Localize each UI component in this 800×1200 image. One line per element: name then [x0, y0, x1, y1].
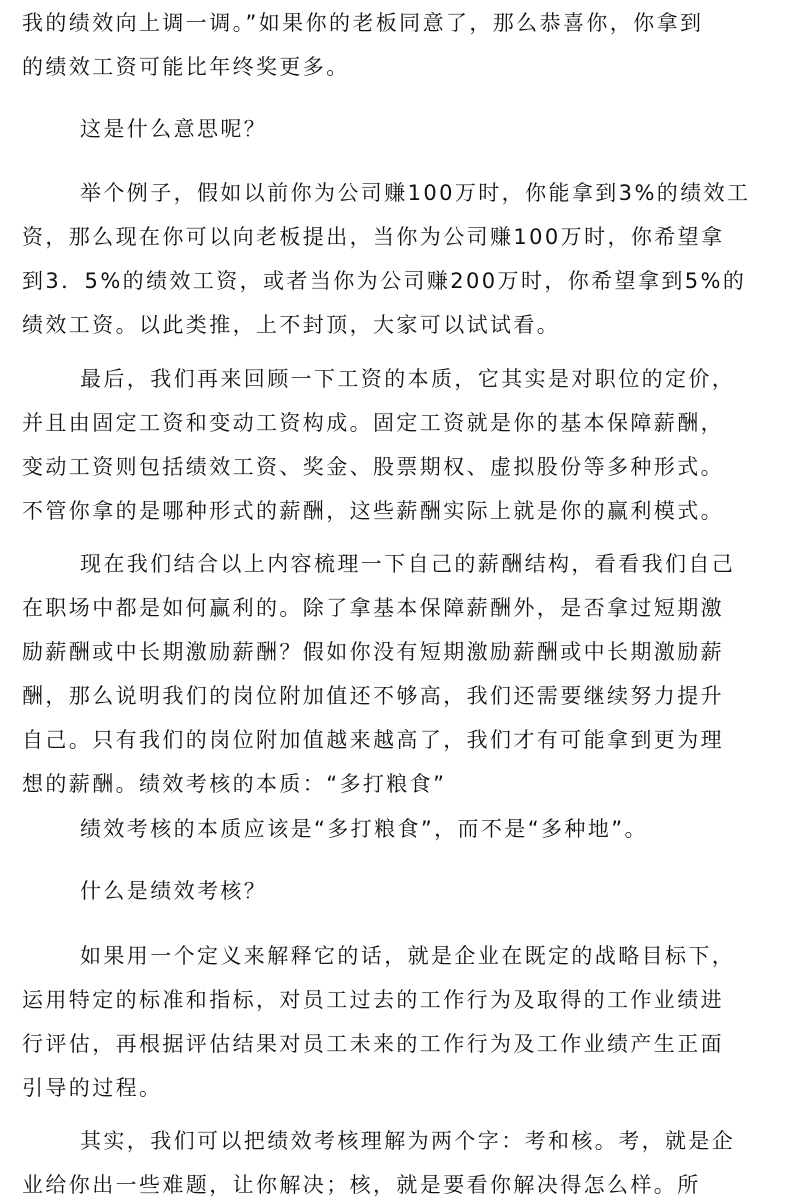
- text-line: 现在我们结合以上内容梳理一下自己的薪酬结构，看看我们自己: [80, 552, 736, 576]
- text-line: 引导的过程。: [22, 1076, 163, 1100]
- text-line: 绩效考核的本质应该是“多打粮食”，而不是“多种地”。: [80, 817, 648, 841]
- text-line: 其实，我们可以把绩效考核理解为两个字：考和核。考，就是企: [80, 1129, 736, 1153]
- text-line: 励薪酬或中长期激励薪酬？假如你没有短期激励薪酬或中长期激励薪: [22, 640, 724, 664]
- text-line: 酬，那么说明我们的岗位附加值还不够高，我们还需要继续努力提升: [22, 684, 724, 708]
- text-line: 业给你出一些难题，让你解决；核，就是要看你解决得怎么样。所: [22, 1173, 701, 1197]
- text-line: 的绩效工资可能比年终奖更多。: [22, 55, 350, 79]
- text-line: 什么是绩效考核？: [80, 879, 268, 903]
- text-line: 并且由固定工资和变动工资构成。固定工资就是你的基本保障薪酬，: [22, 411, 724, 435]
- text-line: 不管你拿的是哪种形式的薪酬，这些薪酬实际上就是你的赢利模式。: [22, 499, 724, 523]
- text-line: 绩效工资。以此类推，上不封顶，大家可以试试看。: [22, 313, 561, 337]
- text-line: 行评估，再根据评估结果对员工未来的工作行为及工作业绩产生正面: [22, 1032, 724, 1056]
- text-line: 到3．5%的绩效工资，或者当你为公司赚200万时，你希望拿到5%的: [22, 269, 747, 293]
- text-line: 想的薪酬。绩效考核的本质：“多打粮食”: [22, 772, 447, 796]
- text-line: 在职场中都是如何赢利的。除了拿基本保障薪酬外，是否拿过短期激: [22, 596, 724, 620]
- text-line: 举个例子，假如以前你为公司赚100万时，你能拿到3%的绩效工: [80, 181, 751, 205]
- text-line: 资，那么现在你可以向老板提出，当你为公司赚100万时，你希望拿: [22, 225, 725, 249]
- text-line: 运用特定的标准和指标，对员工过去的工作行为及取得的工作业绩进: [22, 988, 724, 1012]
- text-line: 变动工资则包括绩效工资、奖金、股票期权、虚拟股份等多种形式。: [22, 455, 724, 479]
- text-line: 这是什么意思呢？: [80, 117, 268, 141]
- text-line: 我的绩效向上调一调。”如果你的老板同意了，那么恭喜你，你拿到: [22, 11, 704, 35]
- text-line: 如果用一个定义来解释它的话，就是企业在既定的战略目标下，: [80, 944, 736, 968]
- text-line: 自己。只有我们的岗位附加值越来越高了，我们才有可能拿到更为理: [22, 728, 724, 752]
- text-line: 最后，我们再来回顾一下工资的本质，它其实是对职位的定价，: [80, 367, 736, 391]
